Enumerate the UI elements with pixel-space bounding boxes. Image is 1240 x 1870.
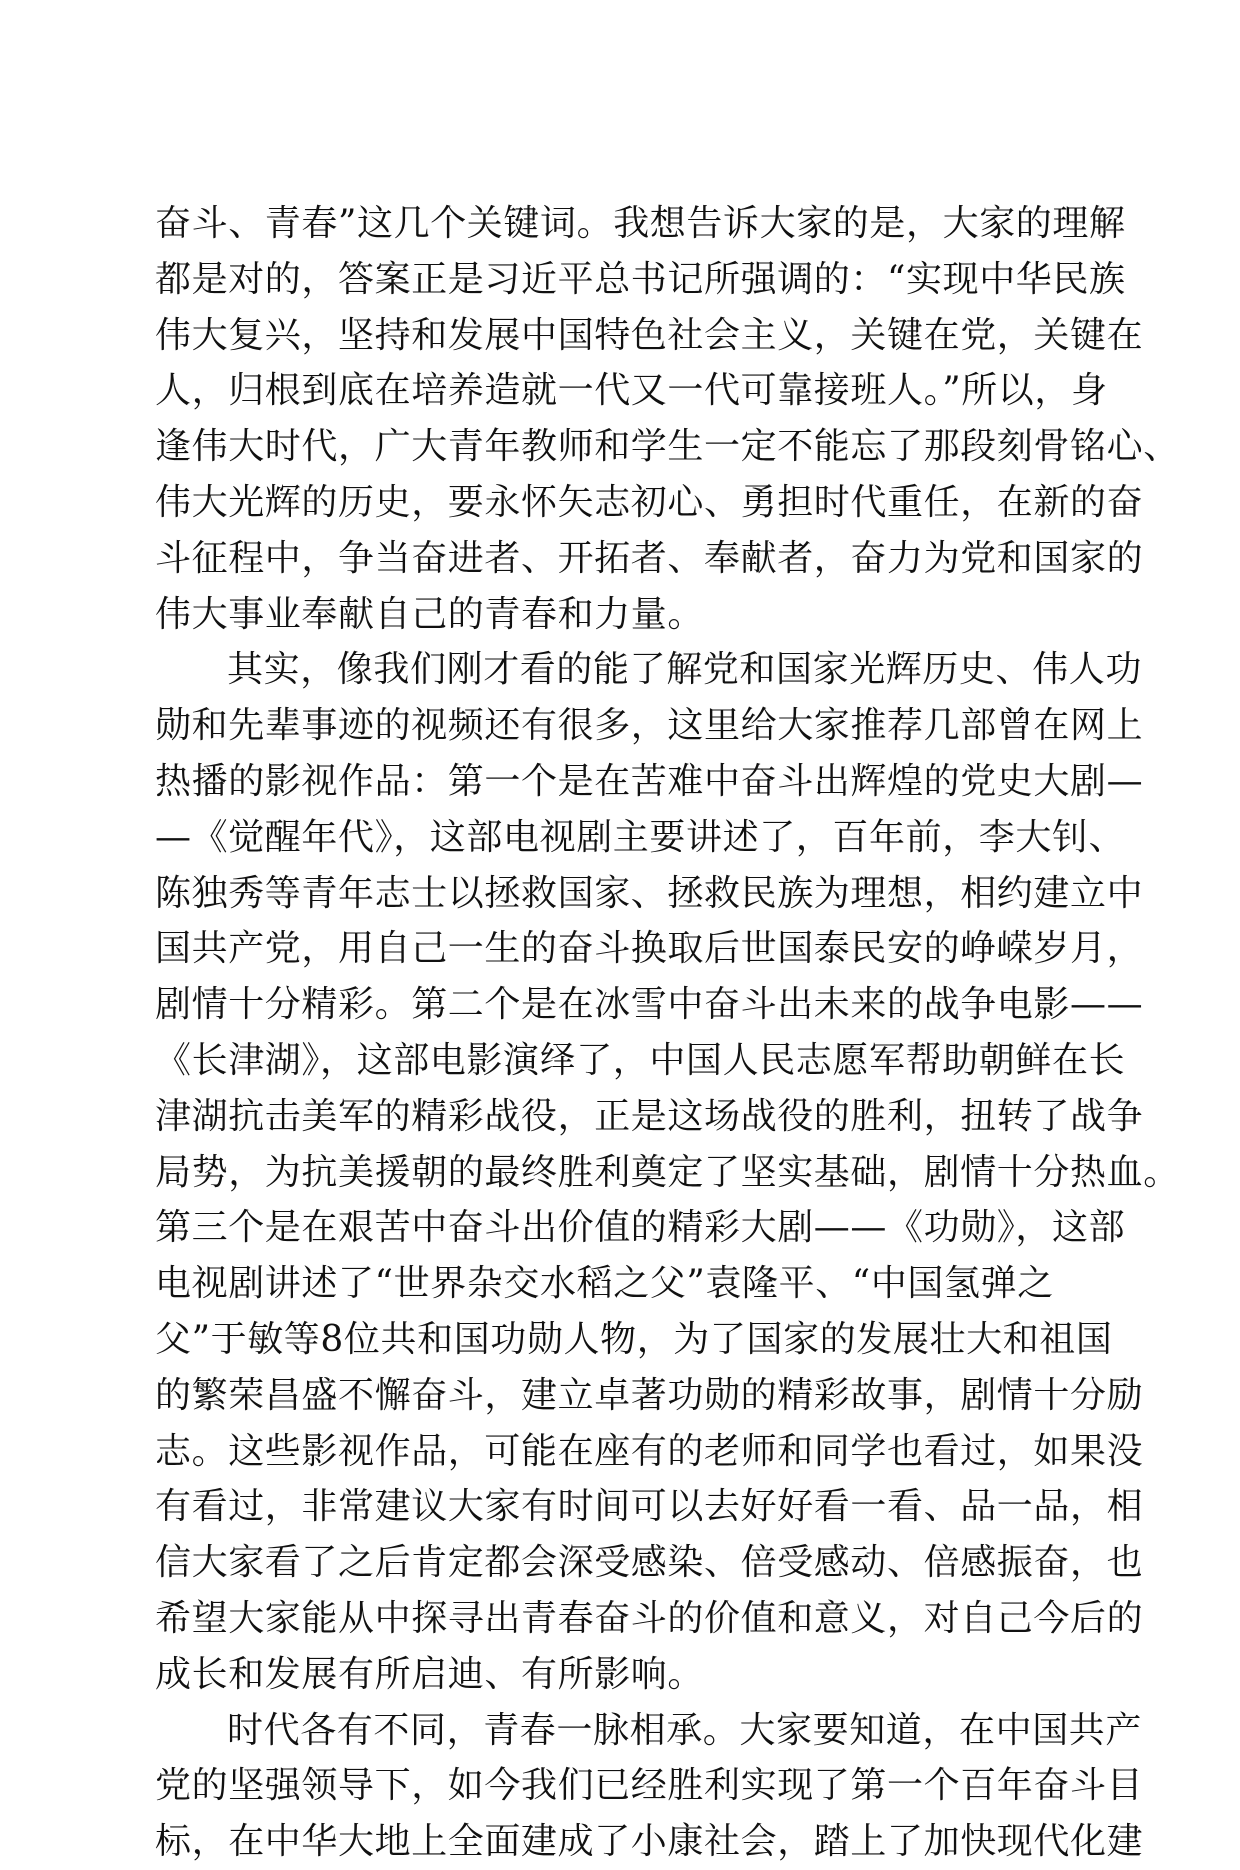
text-line: 标，在中华大地上全面建成了小康社会，踏上了加快现代化建 bbox=[155, 1821, 1144, 1863]
text-line: 伟大复兴，坚持和发展中国特色社会主义，关键在党，关键在 bbox=[155, 314, 1144, 356]
text-line: 第三个是在艰苦中奋斗出价值的精彩大剧——《功勋》，这部 bbox=[155, 1207, 1126, 1249]
text-line: 人，归根到底在培养造就一代又一代可靠接班人。”所以，身 bbox=[155, 370, 1108, 412]
text-line: —《觉醒年代》，这部电视剧主要讲述了，百年前，李大钊、 bbox=[155, 816, 1126, 858]
text-line: 电视剧讲述了“世界杂交水稻之父”袁隆平、“中国氢弹之 bbox=[155, 1263, 1054, 1305]
text-line: 信大家看了之后肯定都会深受感染、倍受感动、倍感振奋，也 bbox=[155, 1542, 1144, 1584]
text-line: 有看过，非常建议大家有时间可以去好好看一看、品一品，相 bbox=[155, 1486, 1144, 1528]
text-line: 志。这些影视作品，可能在座有的老师和同学也看过，如果没 bbox=[155, 1430, 1144, 1472]
text-line: 的繁荣昌盛不懈奋斗，建立卓著功勋的精彩故事，剧情十分励 bbox=[155, 1374, 1144, 1416]
text-line: 都是对的，答案正是习近平总书记所强调的：“实现中华民族 bbox=[155, 258, 1126, 300]
text-line: 父”于敏等8位共和国功勋人物，为了国家的发展壮大和祖国 bbox=[155, 1318, 1113, 1360]
text-line: 局势，为抗美援朝的最终胜利奠定了坚实基础，剧情十分热血。 bbox=[155, 1151, 1180, 1193]
text-line: 成长和发展有所启迪、有所影响。 bbox=[155, 1653, 705, 1695]
text-line: 剧情十分精彩。第二个是在冰雪中奋斗出未来的战争电影—— bbox=[155, 984, 1144, 1026]
text-line: 时代各有不同，青春一脉相承。大家要知道，在中国共产 bbox=[227, 1709, 1143, 1751]
text-line: 伟大事业奉献自己的青春和力量。 bbox=[155, 593, 705, 635]
text-line: 斗征程中，争当奋进者、开拓者、奉献者，奋力为党和国家的 bbox=[155, 537, 1144, 579]
text-line: 伟大光辉的历史，要永怀矢志初心、勇担时代重任，在新的奋 bbox=[155, 481, 1144, 523]
text-line: 勋和先辈事迹的视频还有很多，这里给大家推荐几部曾在网上 bbox=[155, 705, 1144, 747]
text-line: 逢伟大时代，广大青年教师和学生一定不能忘了那段刻骨铭心、 bbox=[155, 426, 1180, 468]
text-line: 陈独秀等青年志士以拯救国家、拯救民族为理想，相约建立中 bbox=[155, 872, 1144, 914]
text-line: 国共产党，用自己一生的奋斗换取后世国泰民安的峥嵘岁月， bbox=[155, 928, 1144, 970]
text-line: 其实，像我们刚才看的能了解党和国家光辉历史、伟人功 bbox=[227, 649, 1143, 691]
text-line: 津湖抗击美军的精彩战役，正是这场战役的胜利，扭转了战争 bbox=[155, 1095, 1144, 1137]
text-line: 党的坚强领导下，如今我们已经胜利实现了第一个百年奋斗目 bbox=[155, 1765, 1144, 1807]
text-line: 热播的影视作品：第一个是在苦难中奋斗出辉煌的党史大剧— bbox=[155, 760, 1144, 802]
body-text bbox=[155, 196, 1180, 1870]
text-line: 希望大家能从中探寻出青春奋斗的价值和意义，对自己今后的 bbox=[155, 1597, 1144, 1639]
text-line: 奋斗、青春”这几个关键词。我想告诉大家的是，大家的理解 bbox=[155, 203, 1126, 244]
text-line: 《长津湖》，这部电影演绎了，中国人民志愿军帮助朝鲜在长 bbox=[155, 1039, 1126, 1081]
